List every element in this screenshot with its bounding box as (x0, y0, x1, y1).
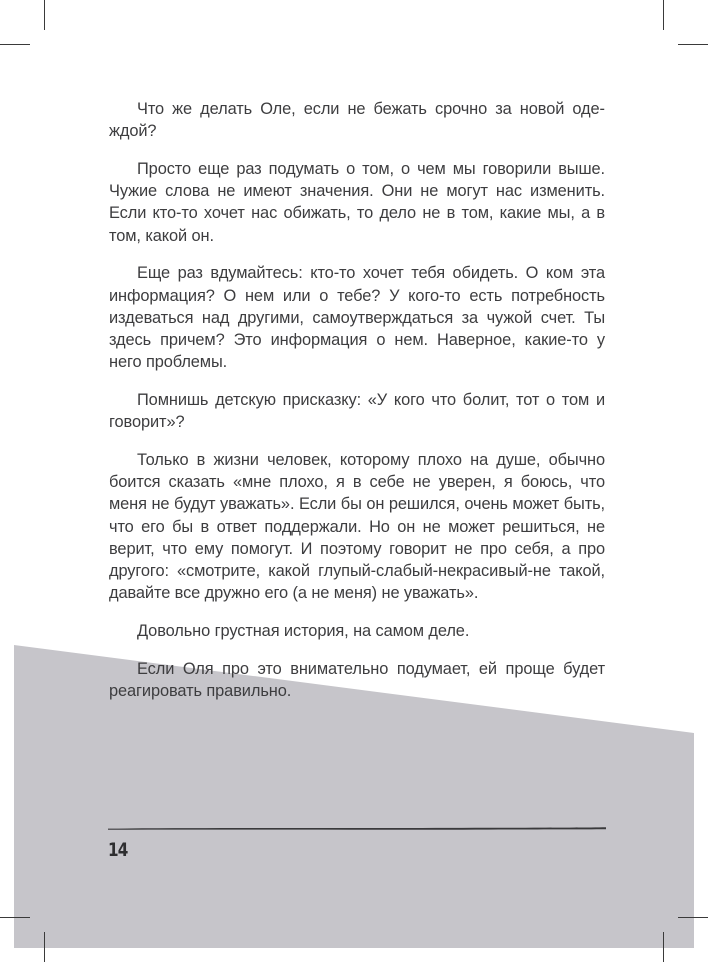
crop-mark-bottom-right-horizontal (678, 917, 708, 918)
paragraph-4: Помнишь детскую присказку: «У кого что болит, тот о том и говорит»? (109, 391, 605, 432)
page-number: 14 (108, 839, 128, 861)
crop-mark-top-right-vertical (663, 0, 664, 30)
paragraph-1: Что же делать Оле, если не бежать срочно за новой одеждой? (109, 100, 605, 141)
crop-mark-top-left-horizontal (0, 44, 30, 45)
paragraph-2: Просто еще раз подумать о том, о чем мы говорили выше. Чужие слова не имеют значения. Они не могут нас изменить. Если кто-то хочет нас обижать, то дело не в том, какие мы, а в том, какой он. (109, 160, 605, 245)
footer-rule (108, 826, 606, 830)
crop-mark-top-right-horizontal (678, 44, 708, 45)
crop-mark-top-left-vertical (44, 0, 45, 30)
paragraph-7: Если Оля про это внимательно подумает, ей проще будет реагировать правильно. (109, 659, 605, 701)
crop-mark-bottom-left-vertical (44, 932, 45, 962)
paragraph-5: Только в жизни человек, которому плохо на душе, обычно боится сказать «мне плохо, я в себе не уверен, я боюсь, что меня не будут уважать». Если бы он решился, очень может быть, что его бы в ответ поддержали. Но он не может решиться, не верит, что ему помогут. И поэтому говорит не про себя, а про другого: «смотрите, какой глупый-слабый-некрасивый-не такой, давайте все дружно его (а не меня) не уважать». (109, 451, 605, 603)
crop-mark-bottom-left-horizontal (0, 917, 30, 918)
paragraph-3: Еще раз вдумайтесь: кто-то хочет тебя обидеть. О ком эта информация? О нем или о тебе? У кого-то есть потребность издеваться над другими, самоутверждаться за чужой счет. Ты здесь причем? Это информация о нем. Наверное, какие-то у него проблемы. (109, 264, 605, 372)
paragraph-6: Довольно грустная история, на самом деле. (137, 622, 470, 641)
body-text (109, 98, 605, 718)
crop-mark-bottom-right-vertical (663, 932, 664, 962)
